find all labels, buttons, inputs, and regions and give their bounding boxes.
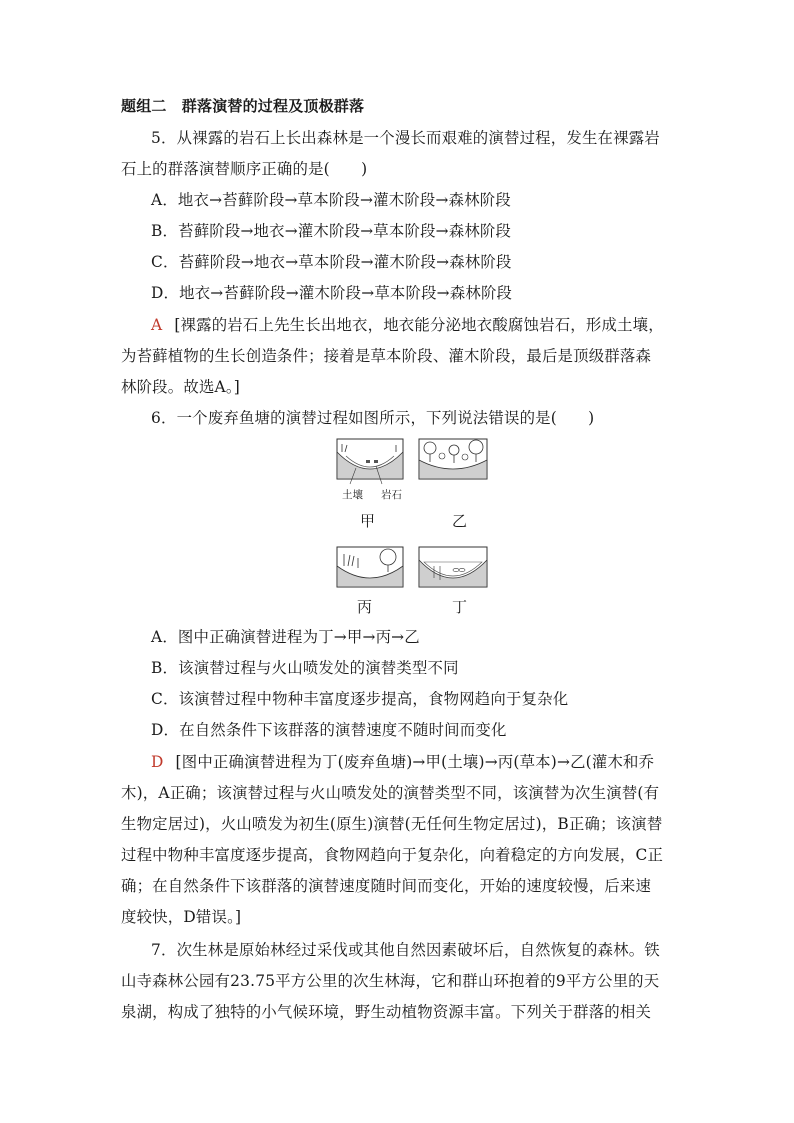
q7-stem-line-3: 泉湖，构成了独特的小气候环境，野生动植物资源丰富。下列关于群落的相关 [121,1003,652,1021]
q6-explanation-line-6: 度较快，D错误。] [121,908,242,926]
q6-option-b: B．该演替过程与火山喷发处的演替类型不同 [151,659,459,677]
q5-option-d: D．地衣→苔藓阶段→灌木阶段→草本阶段→森林阶段 [151,284,513,302]
q6-answer: D [151,753,164,771]
q5-option-c: C．苔藓阶段→地衣→草本阶段→灌木阶段→森林阶段 [151,253,512,271]
figure-caption-jia: 甲 [360,512,376,530]
q7-stem-line-2: 山寺森林公园有23.75平方公里的次生林海，它和群山环抱着的9平方公里的天 [121,972,660,990]
q6-explanation-line-2: 木)，A正确；该演替过程与火山喷发处的演替类型不同，该演替为次生演替(有 [121,784,660,802]
q6-stem: 6．一个废弃鱼塘的演替过程如图所示，下列说法错误的是( ) [151,409,595,427]
q6-explanation-text: [图中正确演替进程为丁(废弃鱼塘)→甲(土壤)→丙(草本)→乙(灌木和乔 [175,753,655,771]
q6-explanation-line-1 [151,752,711,772]
q6-option-c: C．该演替过程中物种丰富度逐步提高，食物网趋向于复杂化 [151,690,569,708]
q5-explanation-text: [裸露的岩石上先生长出地衣，地衣能分泌地衣酸腐蚀岩石，形成土壤， [174,316,664,334]
q5-explanation-line-1 [151,315,711,335]
q5-stem-line-2: 石上的群落演替顺序正确的是( ) [121,160,368,178]
panel-jia [337,439,403,484]
q5-stem-line-1: 5．从裸露的岩石上长出森林是一个漫长而艰难的演替过程，发生在裸露岩 [151,129,660,147]
q6-option-d: D．在自然条件下该群落的演替速度不随时间而变化 [151,721,507,739]
figure-caption-ding: 丁 [452,598,468,616]
q6-explanation-line-3: 生物定居过)，火山喷发为初生(原生)演替(无任何生物定居过)，B正确；该演替 [121,815,663,833]
q6-explanation-line-5: 确；在自然条件下该群落的演替速度随时间而变化，开始的速度较慢，后来速 [121,877,652,895]
figure-caption-bing: 丙 [357,598,373,616]
q6-option-a: A．图中正确演替进程为丁→甲→丙→乙 [151,628,420,646]
q5-explanation-line-3: 林阶段。故选A。] [121,378,240,396]
q5-option-b: B．苔藓阶段→地衣→灌木阶段→草本阶段→森林阶段 [151,222,512,240]
figure-label-soil: 土壤 [342,489,363,501]
figure-caption-yi: 乙 [452,512,468,530]
q6-explanation-line-4: 过程中物种丰富度逐步提高，食物网趋向于复杂化，向着稳定的方向发展，C正 [121,846,664,864]
q5-answer: A [151,316,163,334]
figure-label-rock: 岩石 [381,489,402,501]
panel-ding [419,547,487,587]
q5-explanation-line-2: 为苔藓植物的生长创造条件；接着是草本阶段、灌木阶段，最后是顶级群落森 [121,347,652,365]
section-heading: 题组二 群落演替的过程及顶极群落 [121,97,365,115]
panel-bing [337,547,403,587]
q7-stem-line-1: 7．次生林是原始林经过采伐或其他自然因素破坏后，自然恢复的森林。铁 [151,941,660,959]
panel-yi [419,439,487,479]
q5-option-a: A．地衣→苔藓阶段→草本阶段→灌木阶段→森林阶段 [151,191,511,209]
